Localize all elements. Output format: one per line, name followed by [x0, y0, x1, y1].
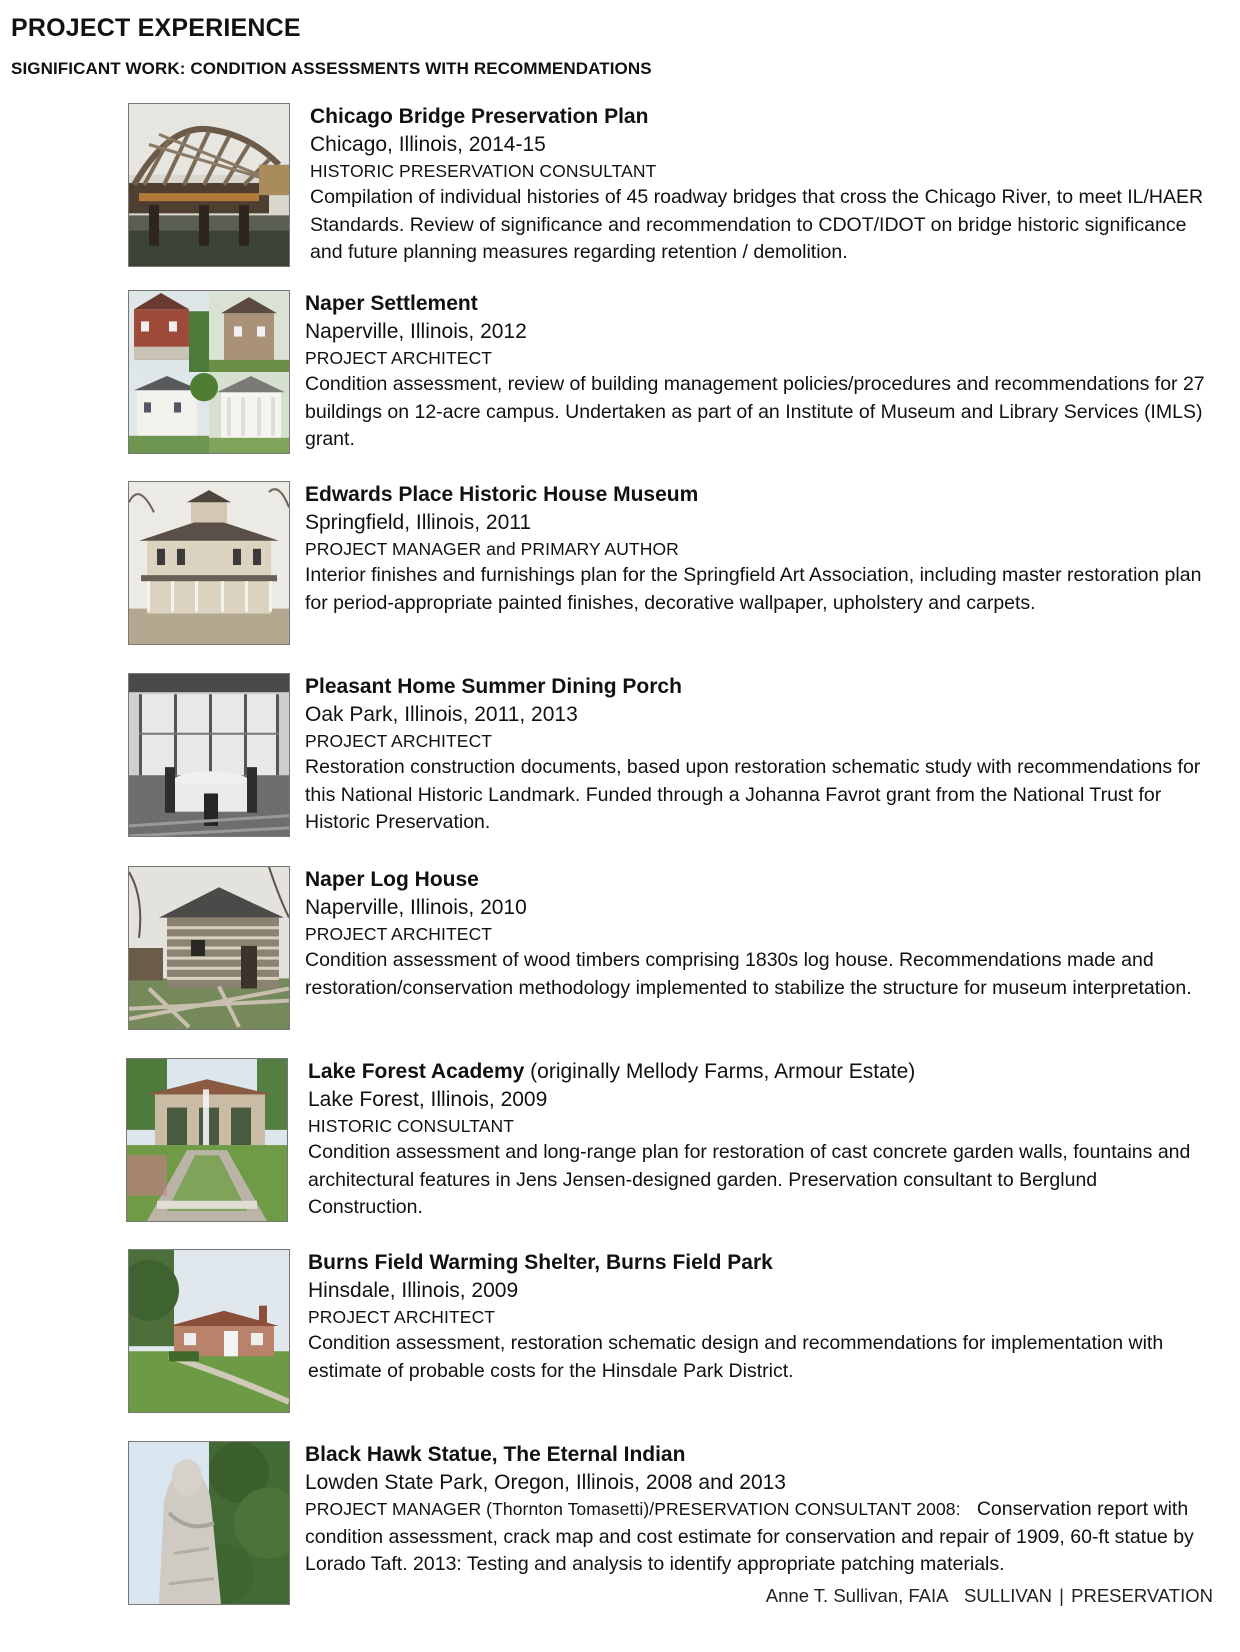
project-location: Naperville, Illinois, 2012 — [305, 320, 527, 343]
project-description: Restoration construction documents, based upon restoration schematic study with recommendations for this National Historic Landmark. Funded through a Johanna Favrot grant from the National Trust for Historic Preservation. — [305, 756, 1201, 833]
warming-shelter-photo — [128, 1249, 290, 1413]
project-title — [308, 1058, 1213, 1086]
project-role: PROJECT MANAGER (Thornton Tomasetti)/PRESERVATION CONSULTANT 2008: — [305, 1499, 961, 1519]
project-title: Pleasant Home Summer Dining Porch — [305, 675, 682, 698]
project-description: Condition assessment, restoration schematic design and recommendations for implementation with estimate of probable costs for the Hinsdale Park District. — [308, 1332, 1164, 1382]
footer-firm-left: SULLIVAN — [963, 1585, 1053, 1606]
footer-author: Anne T. Sullivan, FAIA — [765, 1585, 949, 1606]
project-role: PROJECT ARCHITECT — [308, 1307, 496, 1327]
project-title: Burns Field Warming Shelter, Burns Field Park — [308, 1251, 773, 1274]
bascule-bridge-photo — [128, 103, 290, 267]
section-subtitle: SIGNIFICANT WORK: CONDITION ASSESSMENTS WITH RECOMMENDATIONS — [11, 59, 652, 78]
project-role: HISTORIC CONSULTANT — [308, 1116, 515, 1136]
project-title: Edwards Place Historic House Museum — [305, 483, 699, 506]
project-title: Chicago Bridge Preservation Plan — [310, 105, 649, 128]
project-location: Lowden State Park, Oregon, Illinois, 2008 and 2013 — [305, 1471, 786, 1494]
project-role: HISTORIC PRESERVATION CONSULTANT — [310, 161, 657, 181]
project-title: Black Hawk Statue, The Eternal Indian — [305, 1443, 686, 1466]
project-location: Hinsdale, Illinois, 2009 — [308, 1279, 519, 1302]
project-title: Naper Settlement — [305, 292, 478, 315]
project-role: PROJECT ARCHITECT — [305, 348, 493, 368]
project-role: PROJECT ARCHITECT — [305, 924, 493, 944]
project-location: Springfield, Illinois, 2011 — [305, 511, 532, 534]
italianate-house-photo — [128, 481, 290, 645]
page-title: PROJECT EXPERIENCE — [11, 14, 301, 42]
project-description: Conservation report with condition assessment, crack map and cost estimate for conservation and repair of 1909, 60-ft statue by Lorado Taft. 2013: Testing and analysis to identify appropriate patching materials. — [305, 1498, 1194, 1575]
project-description-block — [305, 1496, 1220, 1579]
project-description: Compilation of individual histories of 45 roadway bridges that cross the Chicago River, to meet IL/HAER Standards. Review of significance and recommendation to CDOT/IDOT on bridge historic significance and future planning measures regarding retention / demolition. — [310, 186, 1204, 263]
footer-firm-right: PRESERVATION — [1071, 1585, 1213, 1606]
footer-separator: | — [1059, 1585, 1064, 1606]
project-location: Lake Forest, Illinois, 2009 — [308, 1088, 548, 1111]
project-location: Oak Park, Illinois, 2011, 2013 — [305, 703, 578, 726]
garden-pavilion-photo — [126, 1058, 288, 1222]
project-description: Interior finishes and furnishings plan for the Springfield Art Association, including master restoration plan for period-appropriate painted finishes, decorative wallpaper, upholstery and carpets. — [305, 564, 1202, 614]
project-title: Naper Log House — [305, 868, 479, 891]
project-description: Condition assessment and long-range plan for restoration of cast concrete garden walls, fountains and architectural features in Jens Jensen-designed garden. Preservation consultant to Berglund Construction. — [308, 1141, 1191, 1218]
dining-porch-photo — [128, 673, 290, 837]
project-description: Condition assessment of wood timbers comprising 1830s log house. Recommendations made and restoration/conservation methodology implemented to stabilize the structure for museum interpretation. — [305, 949, 1192, 999]
project-description: Condition assessment, review of building management policies/procedures and recommendations for 27 buildings on 12-acre campus. Undertaken as part of an Institute of Museum and Library Services (IMLS) grant. — [305, 373, 1205, 450]
statue-photo — [128, 1441, 290, 1605]
project-title-note: (originally Mellody Farms, Armour Estate) — [530, 1060, 916, 1083]
project-title-name: Lake Forest Academy — [308, 1060, 525, 1083]
log-house-photo — [128, 866, 290, 1030]
historic-buildings-collage — [128, 290, 290, 454]
project-role: PROJECT ARCHITECT — [305, 731, 493, 751]
project-location: Chicago, Illinois, 2014-15 — [310, 133, 546, 156]
page-footer — [766, 1585, 1213, 1607]
project-role: PROJECT MANAGER and PRIMARY AUTHOR — [305, 539, 679, 559]
project-location: Naperville, Illinois, 2010 — [305, 896, 527, 919]
